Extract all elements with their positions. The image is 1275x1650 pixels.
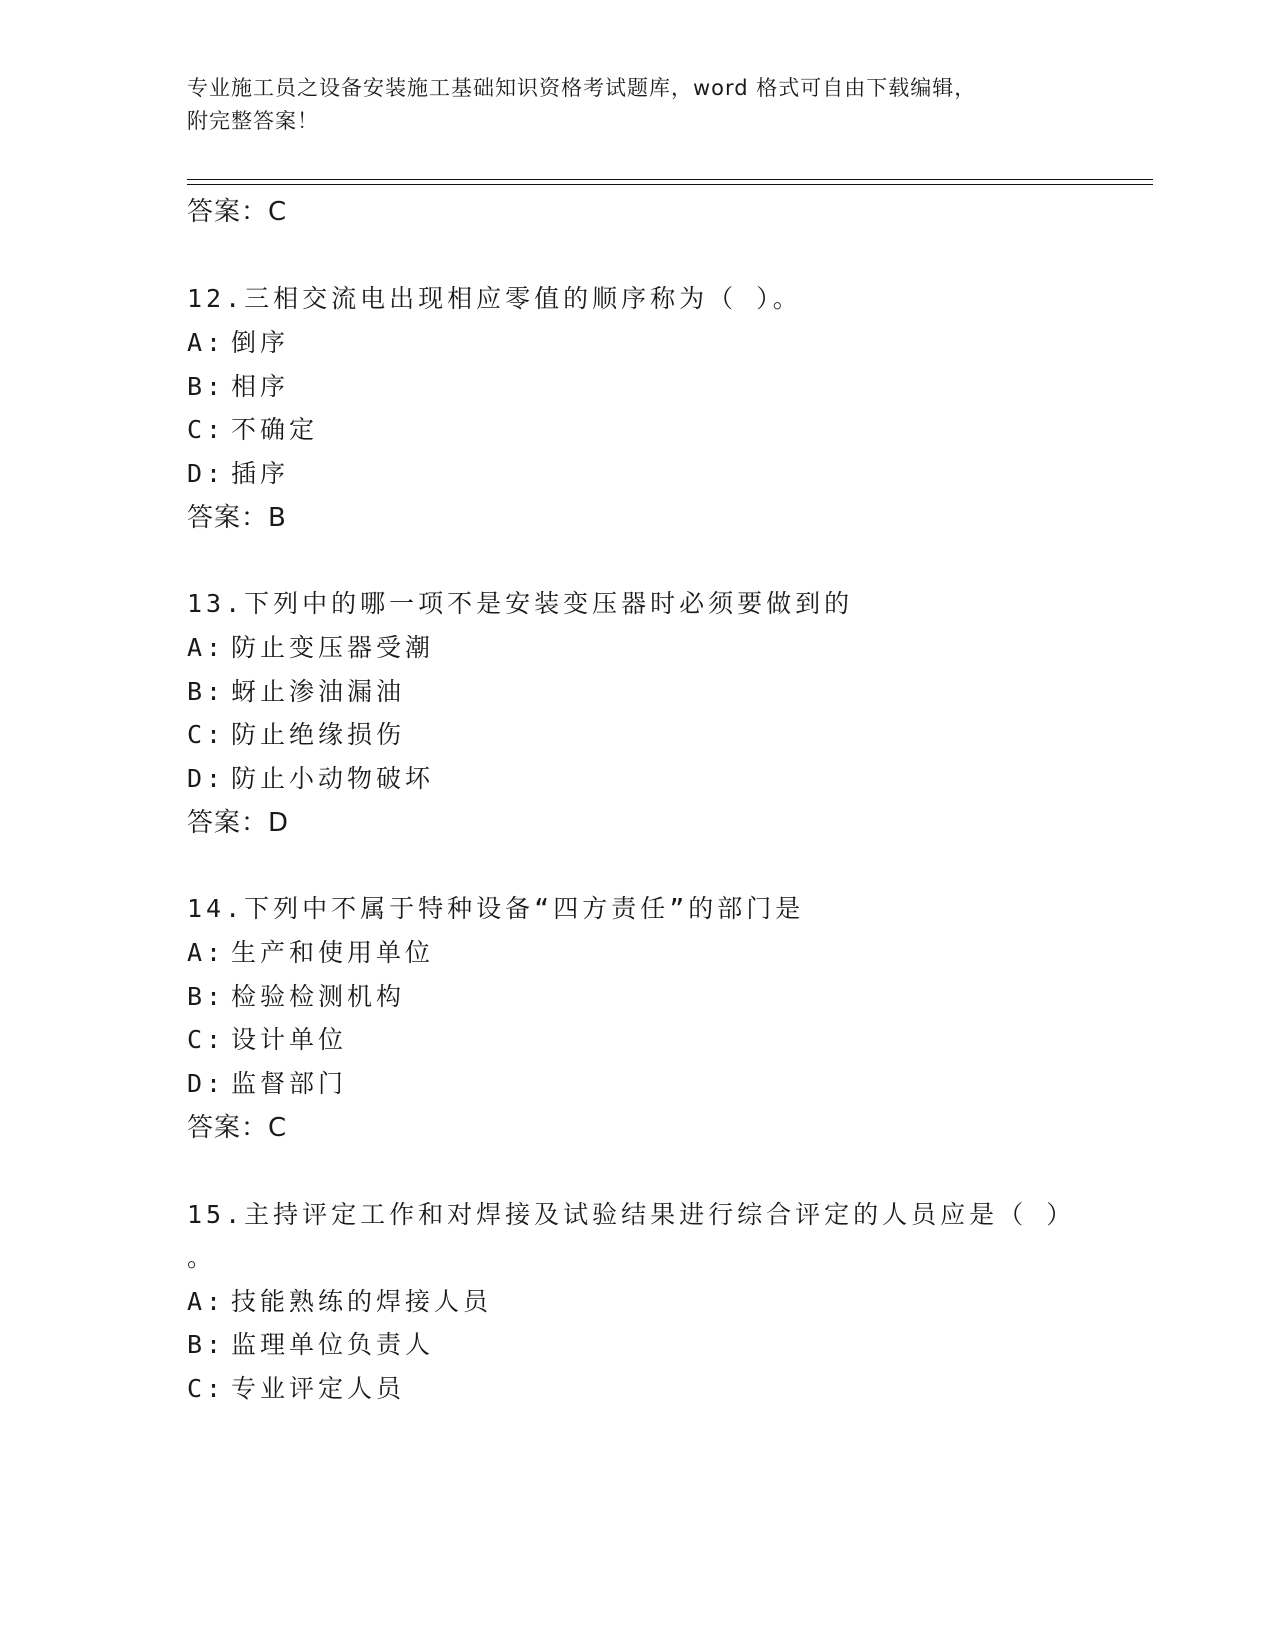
- option-key: B:: [187, 1330, 226, 1359]
- question-14-stem: 14.下列中不属于特种设备“四方责任”的部门是: [187, 894, 805, 923]
- option-key: B:: [187, 372, 226, 401]
- question-14-option-b: [187, 977, 405, 1013]
- question-13-answer: 答案：D: [187, 808, 290, 838]
- question-14-option-c: [187, 1020, 347, 1056]
- option-text: 防止变压器受潮: [231, 633, 435, 662]
- option-key: B:: [187, 677, 226, 706]
- option-key: A:: [187, 1287, 226, 1316]
- header-line-2: 附完整答案！: [187, 109, 319, 133]
- option-key: C:: [187, 1025, 226, 1054]
- header-line-1: 专业施工员之设备安装施工基础知识资格考试题库，word 格式可自由下载编辑，: [187, 76, 977, 100]
- option-key: C:: [187, 1374, 226, 1403]
- question-15-option-c: [187, 1369, 405, 1405]
- option-key: A:: [187, 328, 226, 357]
- question-15-option-a: [187, 1282, 492, 1318]
- option-key: D:: [187, 1069, 226, 1098]
- option-key: A:: [187, 938, 226, 967]
- question-12-stem: 12.三相交流电出现相应零值的顺序称为（ ）。: [187, 284, 802, 313]
- option-text: 蚜止渗油漏油: [231, 677, 406, 706]
- option-key: D:: [187, 764, 226, 793]
- option-text: 防止绝缘损伤: [231, 720, 406, 749]
- option-text: 设计单位: [231, 1025, 348, 1054]
- option-text: 不确定: [231, 415, 319, 444]
- option-text: 监理单位负责人: [231, 1330, 435, 1359]
- header-divider-bottom: [187, 184, 1153, 185]
- question-13-option-a: [187, 628, 434, 664]
- question-15-stem-continued: 。: [187, 1243, 217, 1272]
- option-text: 检验检测机构: [231, 982, 406, 1011]
- option-text: 插序: [231, 459, 290, 488]
- option-key: B:: [187, 982, 226, 1011]
- question-13-option-b: [187, 672, 405, 708]
- question-14-option-d: [187, 1064, 347, 1100]
- option-text: 技能熟练的焊接人员: [231, 1287, 493, 1316]
- option-text: 防止小动物破坏: [231, 764, 435, 793]
- question-12-answer: 答案：B: [187, 503, 287, 533]
- question-12-option-a: [187, 323, 289, 359]
- question-14-answer: 答案：C: [187, 1113, 288, 1143]
- option-text: 专业评定人员: [231, 1374, 406, 1403]
- question-13-option-c: [187, 715, 405, 751]
- option-text: 倒序: [231, 328, 290, 357]
- option-key: A:: [187, 633, 226, 662]
- question-14-option-a: [187, 933, 434, 969]
- question-15-stem: 15.主持评定工作和对焊接及试验结果进行综合评定的人员应是（ ）: [187, 1200, 1076, 1229]
- option-key: C:: [187, 415, 226, 444]
- option-text: 生产和使用单位: [231, 938, 435, 967]
- question-15-option-b: [187, 1325, 434, 1361]
- header-divider-top: [187, 179, 1153, 180]
- question-13-option-d: [187, 759, 434, 795]
- question-13-stem: 13.下列中的哪一项不是安装变压器时必须要做到的: [187, 589, 854, 618]
- question-12-option-b: [187, 367, 289, 403]
- option-key: C:: [187, 720, 226, 749]
- option-key: D:: [187, 459, 226, 488]
- option-text: 相序: [231, 372, 290, 401]
- option-text: 监督部门: [231, 1069, 348, 1098]
- question-12-option-c: [187, 410, 318, 446]
- question-12-option-d: [187, 454, 289, 490]
- answer-prev: 答案：C: [187, 197, 288, 227]
- document-header: [187, 72, 1067, 138]
